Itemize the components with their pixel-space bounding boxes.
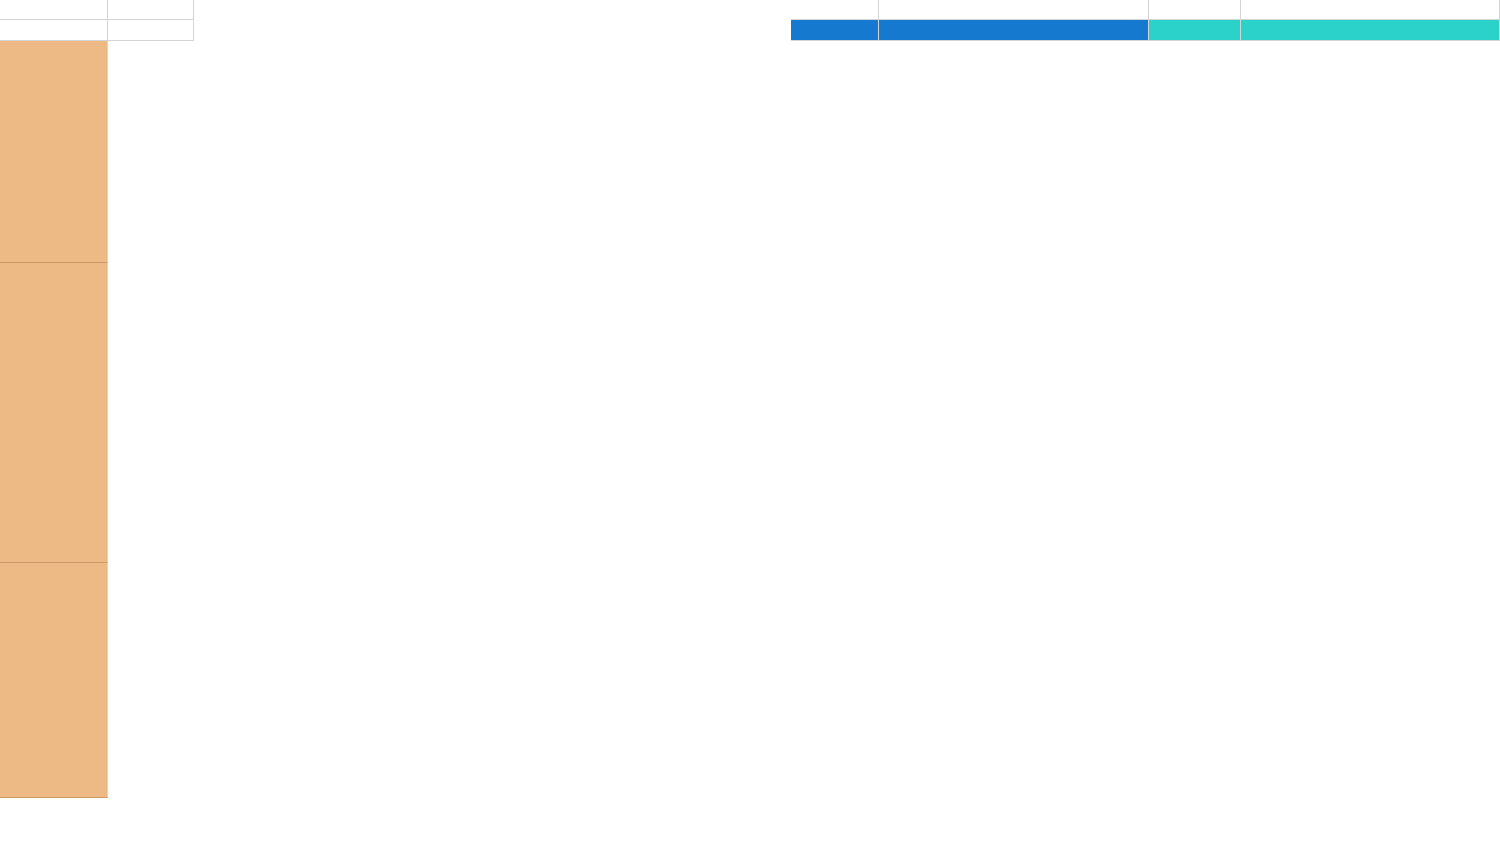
reason-header-2 <box>1241 20 1500 41</box>
category-presence <box>0 263 108 563</box>
date-field-2[interactable] <box>1149 0 1241 20</box>
score-now-header-2 <box>1149 20 1241 41</box>
date-spacer-1 <box>879 0 1149 20</box>
corner-cell-a <box>0 0 108 20</box>
score-now-header-1 <box>791 20 879 41</box>
corner-cell-c <box>0 20 108 41</box>
date-spacer-2 <box>1241 0 1500 20</box>
reason-header-1 <box>879 20 1149 41</box>
date-field-1[interactable] <box>791 0 879 20</box>
category-confidence <box>0 41 108 263</box>
corner-cell-d <box>108 20 194 41</box>
corner-cell-b <box>108 0 194 20</box>
category-direction <box>0 563 108 798</box>
